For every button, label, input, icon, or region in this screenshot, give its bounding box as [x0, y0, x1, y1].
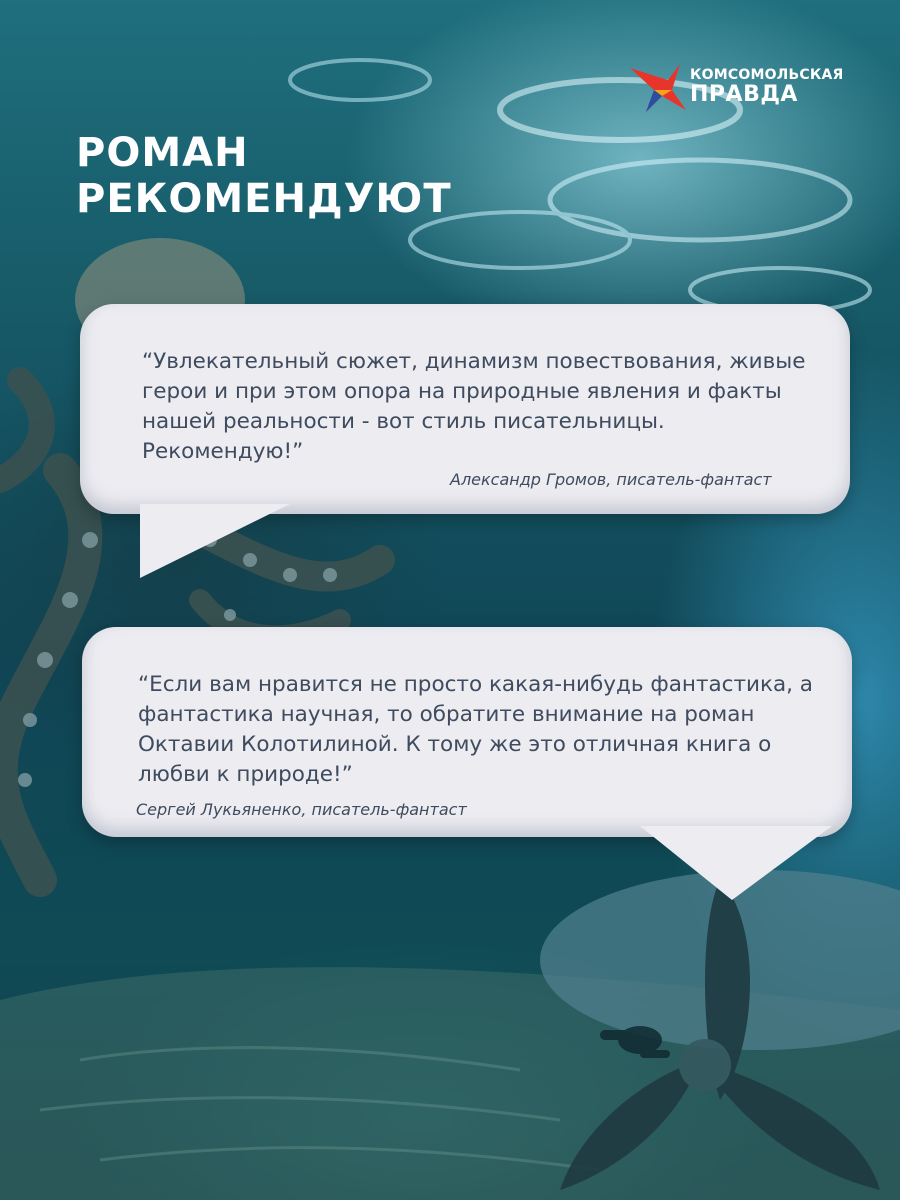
review-bubble-1-tail — [140, 504, 290, 578]
brand-line-1: КОМСОМОЛЬСКАЯ — [690, 67, 844, 83]
review-bubble-2-tail — [640, 826, 832, 900]
page-title-line-2: РЕКОМЕНДУЮТ — [76, 176, 452, 222]
brand-line-2: ПРАВДА — [690, 82, 798, 107]
review-author-2: Сергей Лукьяненко, писатель-фантаст — [136, 800, 467, 819]
review-quote-2: “Если вам нравится не просто какая-нибудь фантастика, а фантастика научная, то обратите внимание на роман Октавии Колотилиной. К тому же это отличная книга о любви к природе!” — [138, 672, 813, 787]
review-author-1: Александр Громов, писатель-фантаст — [450, 470, 772, 489]
review-quote-1: “Увлекательный сюжет, динамизм повествования, живые герои и при этом опора на природные явления и факты нашей реальности - вот стиль писательницы. Рекомендую!” — [142, 349, 806, 464]
brand-name — [690, 68, 860, 106]
page-title — [76, 130, 596, 222]
page-title-line-1: РОМАН — [76, 130, 249, 176]
